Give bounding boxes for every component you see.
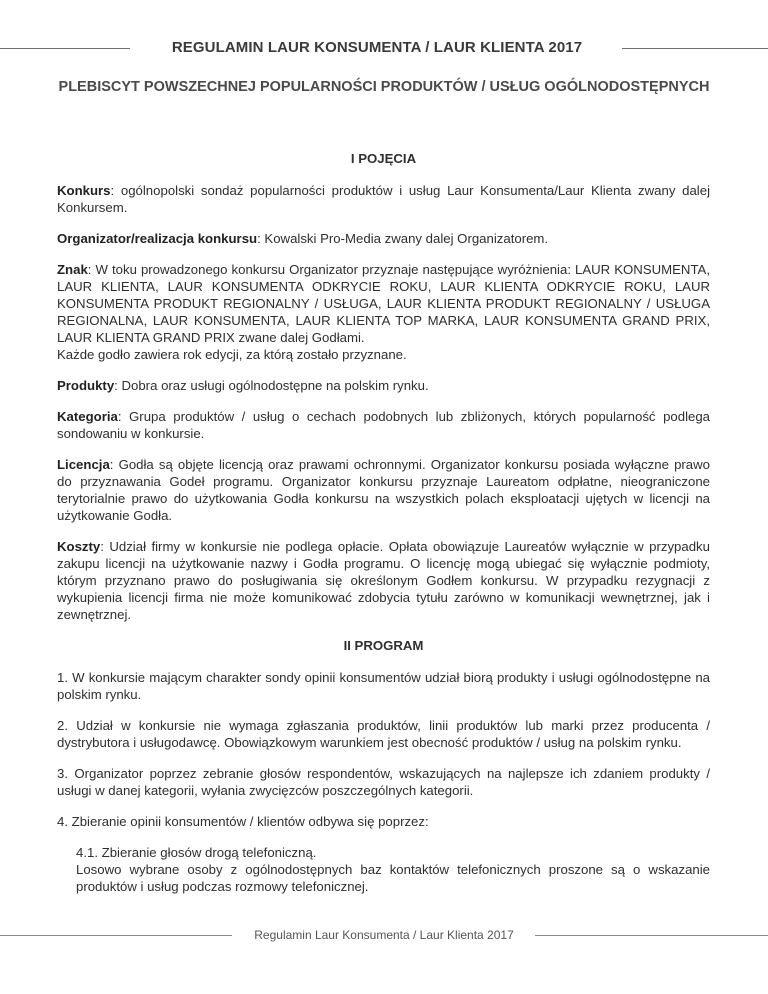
header-title-row [0,36,768,60]
definition-produkty [57,377,710,394]
title-rule-right [622,48,768,49]
program-paragraph-4: 4. Zbieranie opinii konsumentów / klientów odbywa się poprzez: [57,814,429,829]
term-label: Znak [57,262,88,277]
term-label: Kategoria [57,409,118,424]
footer-text: Regulamin Laur Konsumenta / Laur Klienta 2017 [254,928,514,942]
definition-text: : W toku prowadzonego konkursu Organizator przyznaje następujące wyróżnienia: LAUR KONSUMENTA, LAUR KLIENTA, LAUR KONSUMENTA ODKRYCIE ROKU, LAUR KLIENTA ODKRYCIE ROKU, LAUR KONSUMENTA PRODUKT REGIONALNY / USŁUGA, LAUR KLIENTA PRODUKT REGIONALNY / USŁUGA REGIONALNA, LAUR KONSUMENTA, LAUR KLIENTA TOP MARKA, LAUR KONSUMENTA GRAND PRIX, LAUR KLIENTA GRAND PRIX zwane dalej Godłami. [57,262,710,345]
title-rule-left [0,48,130,49]
definition-znak [57,261,710,363]
term-label: Koszty [57,539,101,554]
page-footer [0,926,768,944]
definition-text: : Godła są objęte licencją oraz prawami ochronnymi. Organizator konkursu posiada wyłączne prawo do przyznawania Godeł programu. Organizator konkursu przyznaje Laureatom odpłatne, nieograniczone terytorialnie prawo do użytkowania Godła konkursu na wszystkich polach eksploatacji ujętych w licencji na użytkowanie Godła. [57,457,710,523]
page-title: REGULAMIN LAUR KONSUMENTA / LAUR KLIENTA 2017 [171,39,583,56]
definition-text: : Grupa produktów / usług o cechach podobnych lub zbliżonych, których popularność podlega sondowaniu w konkursie. [57,409,710,441]
section-heading-pojecia: I POJĘCIA [350,151,417,166]
definition-text: : Kowalski Pro-Media zwany dalej Organizatorem. [257,231,549,246]
subparagraph-text: Losowo wybrane osoby z ogólnodostępnych baz kontaktów telefonicznych proszone są o wskazanie produktów i usług podczas rozmowy telefonicznej. [76,862,710,894]
definition-text: : Dobra oraz usługi ogólnodostępne na polskim rynku. [114,378,429,393]
section-heading-program: II PROGRAM [343,638,424,653]
term-label: Konkurs [57,183,111,198]
definition-note: Każde godło zawiera rok edycji, za którą zostało przyznane. [57,347,407,362]
term-label: Licencja [57,457,110,472]
subparagraph-title: 4.1. Zbieranie głosów drogą telefoniczną. [76,845,317,860]
definition-konkurs [57,182,710,216]
program-paragraph-2: 2. Udział w konkursie nie wymaga zgłaszania produktów, linii produktów lub marki przez producenta / dystrybutora i usługodawcę. Obowiązkowym warunkiem jest obecność produktów / usług na polskim rynku. [57,718,710,750]
definition-kategoria [57,408,710,442]
footer-rule-left [0,935,232,936]
definition-text: : Udział firmy w konkursie nie podlega opłacie. Opłata obowiązuje Laureatów wyłącznie w przypadku zakupu licencji na użytkowanie nazwy i Godła programu. O licencję mogą ubiegać się wyłącznie podmioty, którym przyznano prawo do posługiwania się określonym Godłem konkursu. W przypadku rezygnacji z wykupienia licencji firma nie może komunikować zdobycia tytułu zarówno w komunikacji wewnętrznej, jak i zewnętrznej. [57,539,710,622]
page-subtitle: PLEBISCYT POWSZECHNEJ POPULARNOŚCI PRODUKTÓW / USŁUG OGÓLNODOSTĘPNYCH [58,79,710,95]
program-paragraph-1: 1. W konkursie mającym charakter sondy opinii konsumentów udział biorą produkty i usługi ogólnodostępne na polskim rynku. [57,670,710,702]
program-subparagraph-4-1 [57,844,710,895]
definition-organizator [57,230,710,247]
term-label: Produkty [57,378,115,393]
document-body [57,150,710,909]
footer-rule-right [535,935,768,936]
definition-licencja [57,456,710,524]
definition-koszty [57,538,710,623]
program-paragraph-3: 3. Organizator poprzez zebranie głosów respondentów, wskazujących na najlepsze ich zdaniem produkty / usługi w danej kategorii, wyłania zwycięzców poszczególnych kategorii. [57,766,710,798]
term-label: Organizator/realizacja konkursu [57,231,258,246]
definition-text: : ogólnopolski sondaż popularności produktów i usług Laur Konsumenta/Laur Klienta zwany dalej Konkursem. [57,183,710,215]
